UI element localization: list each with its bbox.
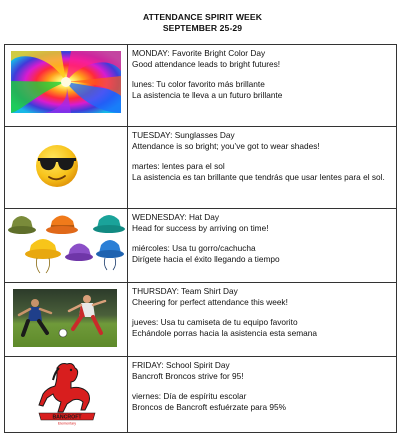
bancroft-bronco-logo [27,360,107,426]
document-header [0,12,405,34]
thursday-image-cell [5,283,128,357]
thursday-text-cell [128,283,397,357]
thursday-slogan-es: Echándole porras hacia la asistencia esta semana [132,327,317,338]
bronco-horse-icon [39,364,90,413]
soccer-players-photo [13,289,117,347]
monday-image-cell [5,45,128,127]
tuesday-slogan-es: La asistencia es tan brillante que tendrás que usar lentes para el sol. [132,171,385,182]
monday-title-es: lunes: Tu color favorito más brillante [132,79,265,90]
rainbow-swirl-image [11,51,121,113]
wednesday-text-cell [128,209,397,283]
colorful-hats-image [7,211,127,277]
tuesday-text-cell [128,127,397,209]
blue-hat-icon [96,240,124,270]
thursday-title: THURSDAY: Team Shirt Day [132,286,238,296]
wednesday-title-es: miércoles: Usa tu gorro/cachucha [132,243,256,254]
friday-text-cell [128,357,397,433]
table-row-friday [5,357,397,433]
friday-slogan: Bancroft Broncos strive for 95! [132,370,244,381]
wednesday-slogan: Head for success by arriving on time! [132,222,269,233]
monday-slogan-es: La asistencia te lleva a un futuro brillante [132,89,283,100]
logo-text: BANCROFT [52,414,82,421]
table-row-thursday [5,283,397,357]
thursday-slogan: Cheering for perfect attendance this week! [132,296,288,307]
tuesday-slogan: Attendance is so bright; you’ve got to wear shades! [132,140,320,151]
friday-image-cell [5,357,128,433]
sunglasses-emoji-icon [32,141,82,191]
tuesday-title: TUESDAY: Sunglasses Day [132,130,235,140]
purple-hat-icon [65,244,93,262]
green-hat-icon [8,216,36,234]
table-row-monday [5,45,397,127]
tuesday-title-es: martes: lentes para el sol [132,161,225,172]
teal-hat-icon [93,215,125,233]
friday-title: FRIDAY: School Spirit Day [132,360,230,370]
document-title: ATTENDANCE SPIRIT WEEK [142,12,262,22]
soccer-ball-icon [59,329,67,337]
monday-title: MONDAY: Favorite Bright Color Day [132,48,266,58]
friday-slogan-es: Broncos de Bancroft esfuérzate para 95% [132,401,287,412]
table-row-tuesday [5,127,397,209]
tuesday-image-cell [5,127,128,209]
spirit-week-table [4,44,397,433]
wednesday-title: WEDNESDAY: Hat Day [132,212,219,222]
logo-subtext: Elementary [57,421,77,426]
wednesday-slogan-es: Dirígete hacia el éxito llegando a tiempo [132,253,280,264]
monday-text-cell [128,45,397,127]
yellow-hat-icon [25,239,61,273]
thursday-title-es: jueves: Usa tu camiseta de tu equipo favorito [132,317,298,328]
document-dates: SEPTEMBER 25-29 [162,23,243,33]
orange-hat-icon [46,216,78,235]
wednesday-image-cell [5,209,128,283]
monday-slogan: Good attendance leads to bright futures! [132,58,281,69]
table-row-wednesday [5,209,397,283]
friday-title-es: viernes: Día de espíritu escolar [132,391,247,402]
